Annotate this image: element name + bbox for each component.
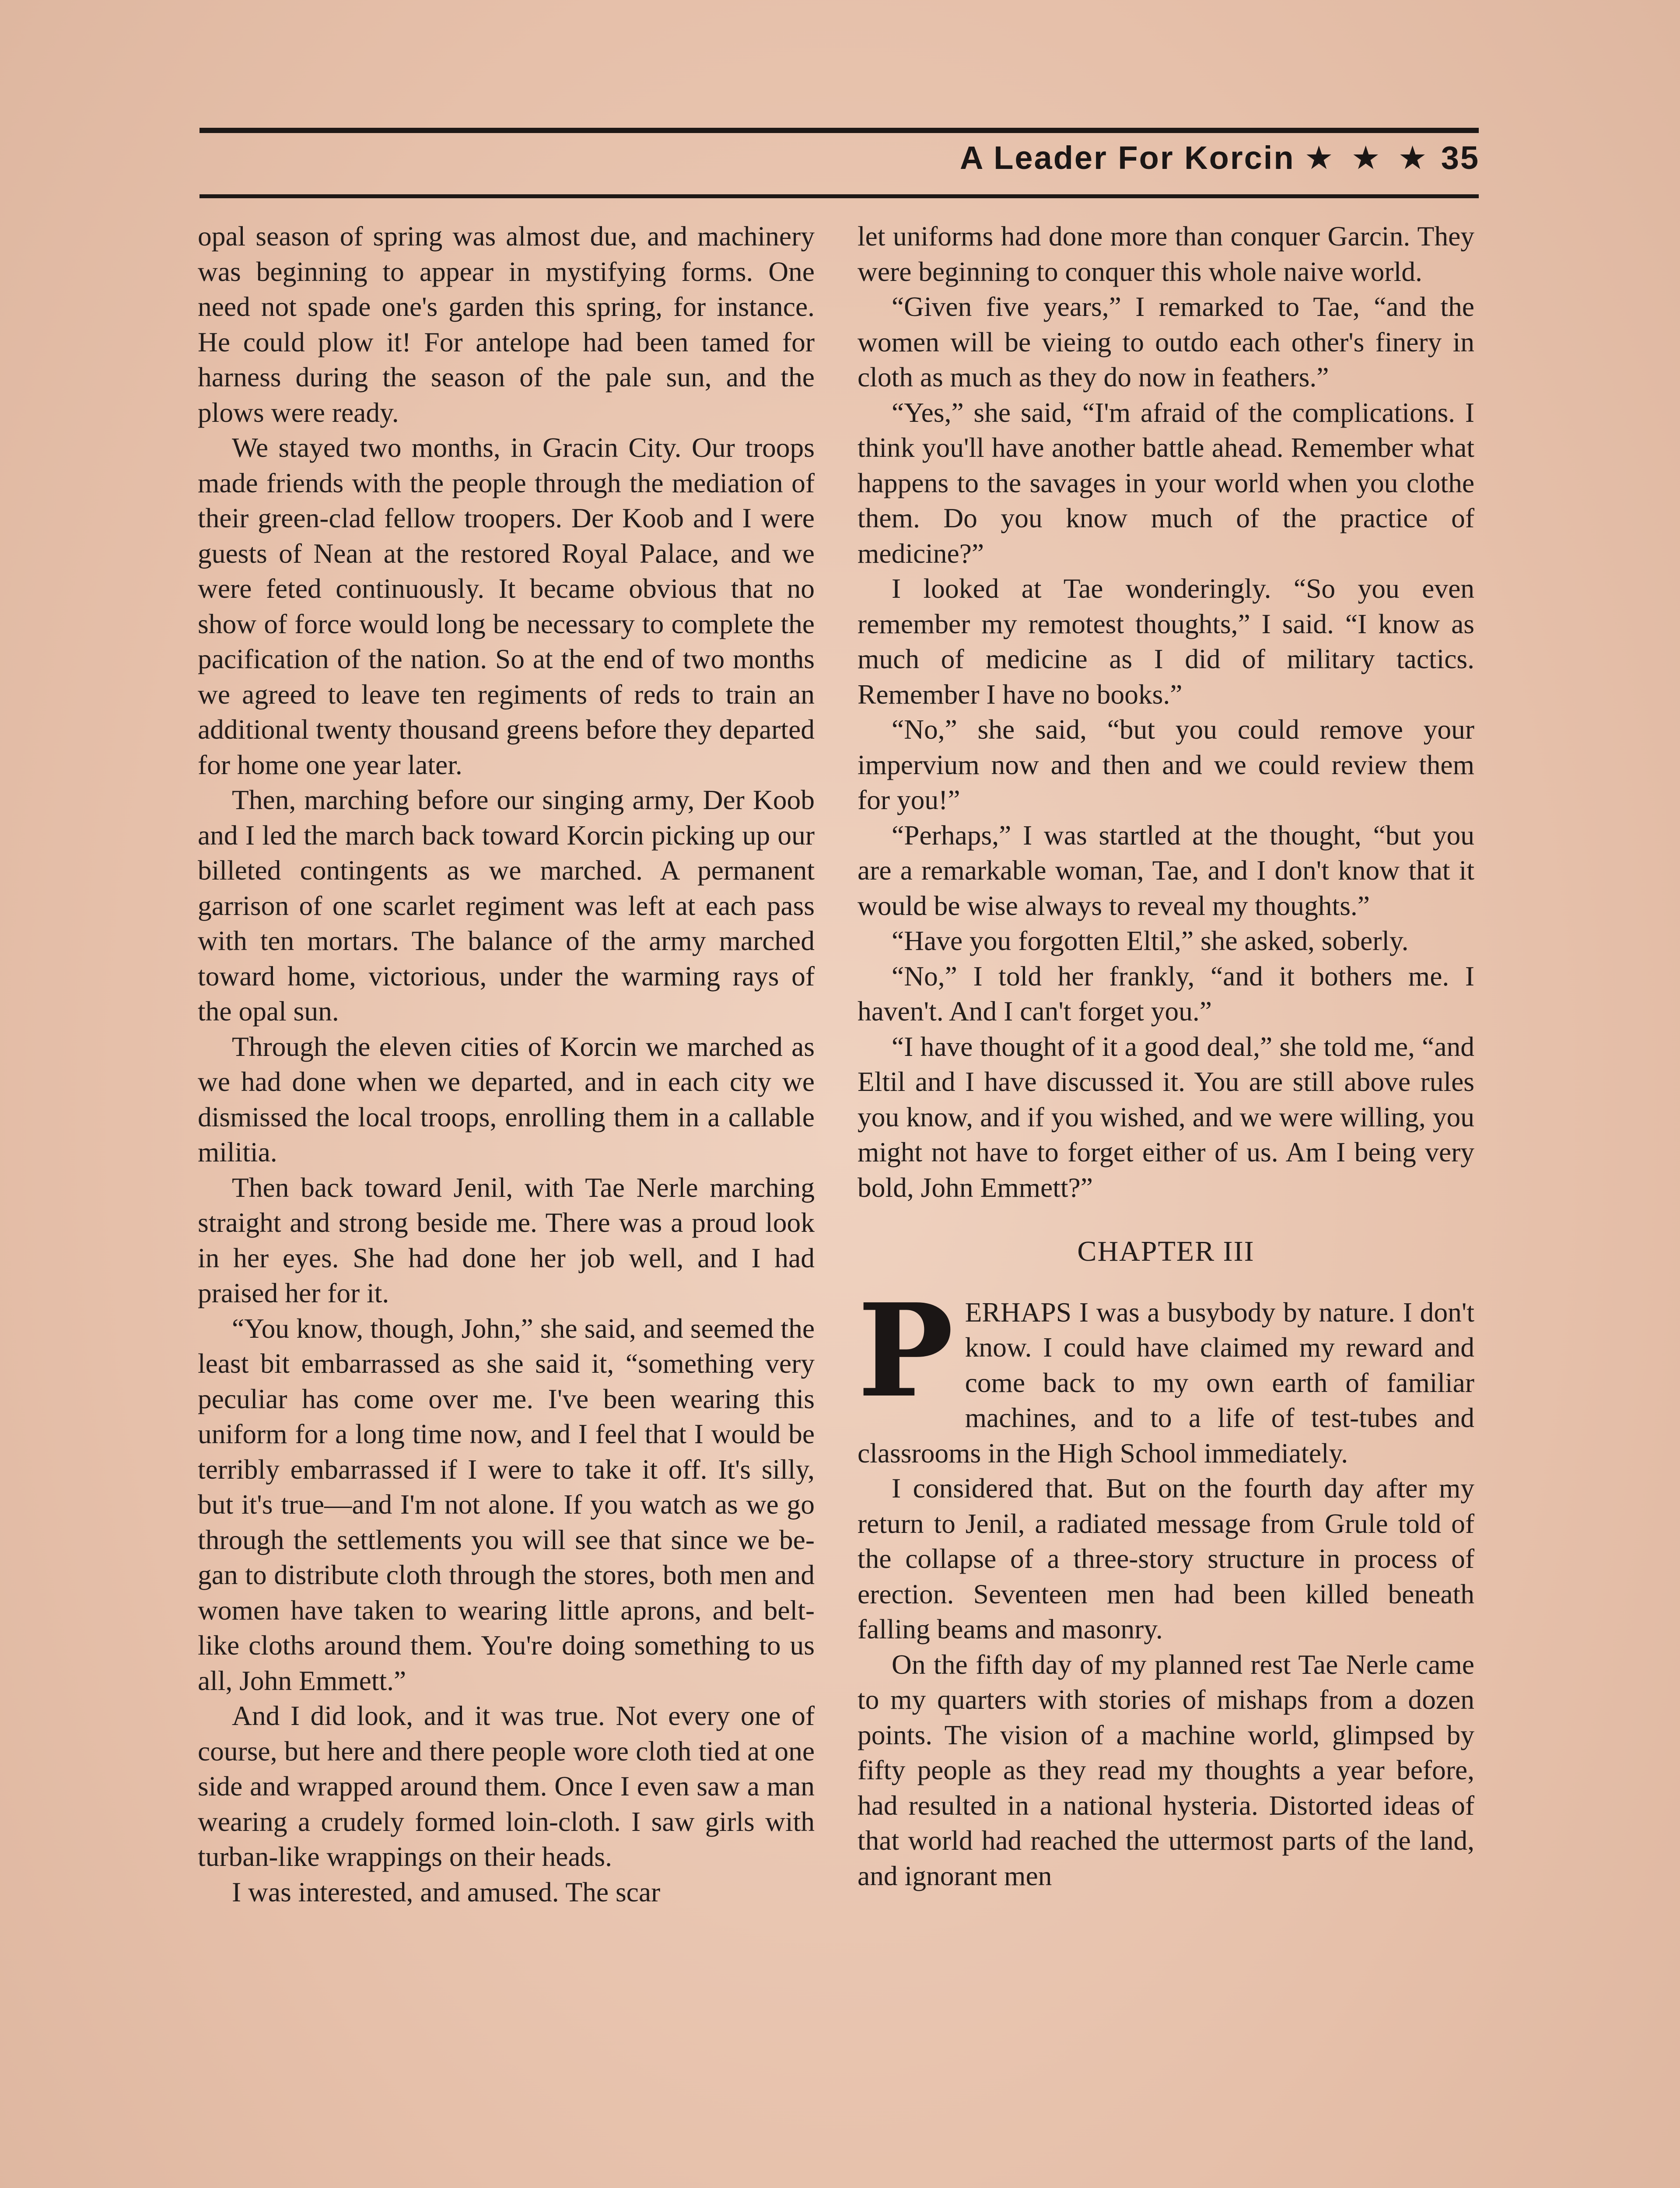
left-column <box>198 219 815 2188</box>
right-column <box>858 219 1474 2188</box>
paragraph: “Given five years,” I remarked to Tae, “and the women will be vieing to outdo each other's finery in cloth as much as they do now in feathers.” <box>858 291 1474 393</box>
paragraph: “Have you forgotten Eltil,” she asked, soberly. <box>892 925 1409 956</box>
paragraph: I looked at Tae wonderingly. “So you even remember my remotest thoughts,” I said. “I know as much of medicine as I did of military tactics. Remember I have no books.” <box>858 573 1474 710</box>
paragraph: We stayed two months, in Gracin City. Our troops made friends with the people through the mediation of their green-clad fellow troopers. Der Koob and I were guests of Nean at the restored Royal Palace, and we were feted continuously. It became obvious that no show of force would long be necessary to complete the pacification of the nation. So at the end of two months we agreed to leave ten regiments of reds to train an additional twenty thousand greens before they departed for home one year later. <box>198 432 815 780</box>
running-title: A Leader For Korcin <box>959 140 1295 176</box>
paragraph: And I did look, and it was true. Not every one of course, but here and there people wore cloth tied at one side and wrapped around them. Once I even saw a man wearing a crudely formed loin-cloth. I saw girls with turban-like wrappings on their heads. <box>198 1700 815 1872</box>
running-head <box>960 139 1480 177</box>
paragraph: On the fifth day of my planned rest Tae Nerle came to my quarters with stories of mishaps from a dozen points. The vision of a machine world, glimpsed by fifty people as they read my thoughts a year before, had resulted in a national hysteria. Distorted ideas of that world had reached the uttermost parts of the land, and ignorant men <box>858 1648 1474 1891</box>
header-top-rule <box>200 128 1479 133</box>
page-number: 35 <box>1441 140 1480 176</box>
drop-cap: P <box>858 1275 954 1426</box>
paragraph: “I have thought of it a good deal,” she told me, “and Eltil and I have discussed it. You are still above rules you know, and if you wished, and we were willing, you might not have to forget either of us. Am I being very bold, John Emmett?” <box>858 1031 1474 1203</box>
paragraph: Through the eleven cities of Korcin we marched as we had done when we departed, and in each city we dismissed the local troops, enrolling them in a callable militia. <box>198 1031 815 1168</box>
chapter-opening-text: ERHAPS I was a busybody by nature. I don't know. I could have claimed my reward and come back to my own earth of familiar machines, and to a life of test-tubes and classrooms in the High School immediately. <box>858 1296 1474 1469</box>
paragraph: “No,” she said, “but you could remove your impervium now and then and we could review them for you!” <box>858 714 1474 815</box>
star-ornaments: ★ ★ ★ <box>1304 140 1432 176</box>
paragraph: I considered that. But on the fourth day after my return to Jenil, a radiated message from Grule told of the collapse of a three-story structure in process of erection. Seventeen men had been killed beneath falling beams and masonry. <box>858 1473 1474 1645</box>
paragraph: “No,” I told her frankly, “and it bothers me. I haven't. And I can't forget you.” <box>858 960 1474 1027</box>
paragraph: I was interested, and amused. The scar <box>232 1876 661 1907</box>
chapter-heading: CHAPTER III <box>1077 1235 1255 1267</box>
paragraph: Then, marching before our singing army, Der Koob and I led the march back toward Korcin picking up our billeted contingents as we marched. A permanent garrison of one scarlet regiment was left at each pass with ten mortars. The balance of the army marched toward home, victorious, under the warming rays of the opal sun. <box>198 784 815 1027</box>
paragraph: “You know, though, John,” she said, and seemed the least bit embarrassed as she said it, “something very peculiar has come over me. I've been wearing this uniform for a long time now, and I feel that I would be terribly embarrassed if I were to take it off. It's silly, but it's true—and I'm not alone. If you watch as we go through the settlements you will see that since we began to distribute cloth through the stores, both men and women have taken to wearing little aprons, and belt-like cloths around them. You're doing something to us all, John Emmett.” <box>198 1312 815 1696</box>
chapter-opening-paragraph <box>858 1275 1474 1471</box>
header-bottom-rule <box>200 194 1479 198</box>
paragraph: Then back toward Jenil, with Tae Nerle marching straight and strong beside me. There was a proud look in her eyes. She had done her job well, and I had praised her for it. <box>198 1171 815 1308</box>
paragraph: let uniforms had done more than conquer Garcin. They were beginning to conquer this whole naive world. <box>858 221 1474 287</box>
paragraph: “Yes,” she said, “I'm afraid of the complications. I think you'll have another battle ahead. Remember what happens to the savages in your world when you clothe them. Do you know much of the practice of medicine?” <box>858 396 1474 569</box>
paragraph: opal season of spring was almost due, and machinery was beginning to appear in mystifying forms. One need not spade one's garden this spring, for instance. He could plow it! For antelope had been tamed for harness during the season of the pale sun, and the plows were ready. <box>198 221 815 428</box>
paragraph: “Perhaps,” I was startled at the thought, “but you are a remarkable woman, Tae, and I don't know that it would be wise always to reveal my thoughts.” <box>858 819 1474 921</box>
